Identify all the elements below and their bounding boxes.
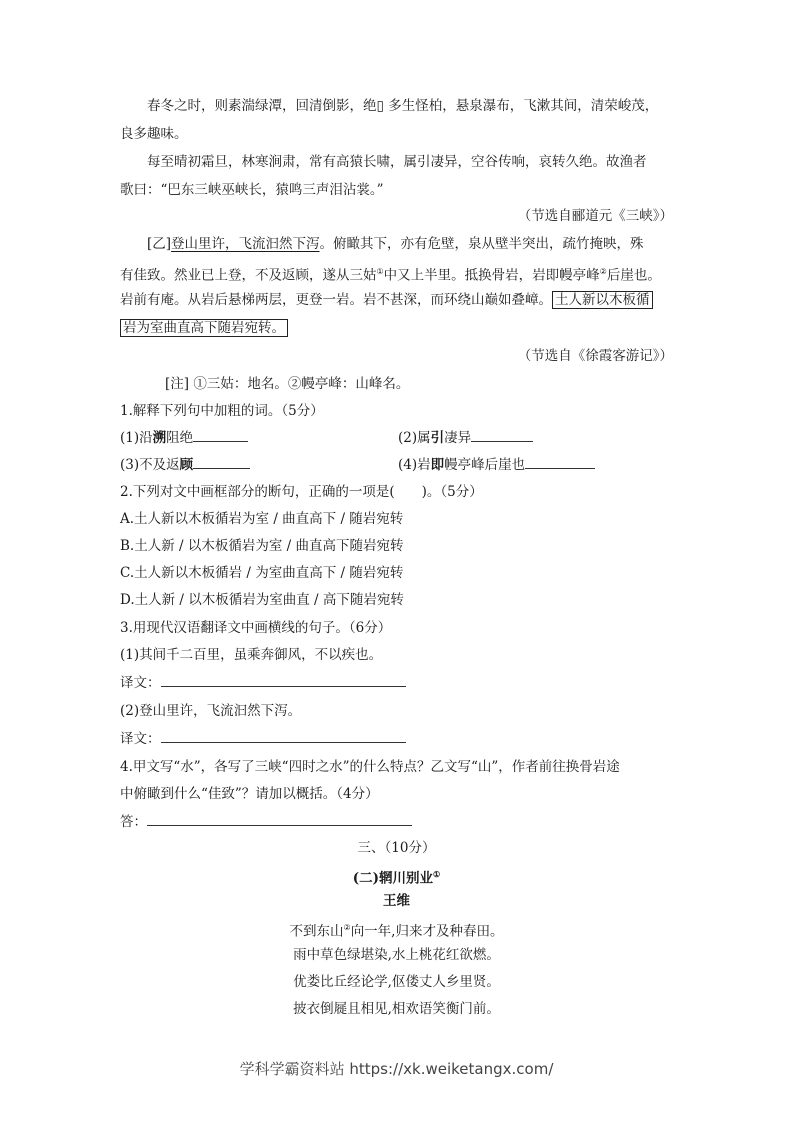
text: 春冬之时，则素湍绿潭，回清倒影，绝 (147, 98, 377, 114)
passage-b-source: （节选自《徐霞客游记》） (517, 348, 673, 364)
text: 中又上半里。抵换骨岩，岩即幔亭峰 (383, 267, 600, 284)
q2-title: 2.下列对文中画框部分的断句，正确的一项是( )。（5分） (120, 484, 483, 500)
q1-item-2 (398, 424, 533, 452)
footnote-mark: ① (433, 869, 441, 879)
passage-label: [乙] (147, 236, 172, 252)
q3-answer-1 (120, 669, 406, 697)
bold-word: 顾 (179, 457, 194, 473)
passage-b-note: [注] ①三姑：地名。②幔亭峰：山峰名。 (165, 376, 410, 392)
text: 后崖也。 (606, 267, 661, 284)
answer-blank[interactable] (471, 427, 533, 442)
text: 多生怪柏，悬泉瀑布，飞漱其间，清荣峻茂， (383, 98, 659, 114)
bold-word: 引 (430, 430, 445, 446)
text: (1)沿 (120, 430, 153, 446)
answer-line[interactable] (147, 811, 412, 826)
passage-b-line1 (120, 230, 644, 258)
q1-item-4 (398, 451, 595, 479)
q1-title: 1.解释下列句中加粗的词。（5分） (120, 403, 324, 419)
answer-label: 译文： (120, 675, 161, 691)
footnote-mark: ② (599, 267, 607, 276)
passage-b-line2 (120, 258, 661, 290)
passage-b-line4 (120, 314, 288, 342)
passage-a-para1-line2: 良多趣味。 (120, 126, 188, 142)
text: 幔亭峰后崖也 (444, 457, 526, 473)
passage-a-para1-line1 (120, 92, 658, 120)
text: 凄异 (444, 430, 472, 446)
footnote-mark: ① (376, 267, 384, 276)
text: 岩前有庵。从岩后悬梯两层，更登一岩。岩不甚深，而环绕山巅如叠嶂。 (120, 292, 552, 308)
text: (二)辋川别业 (352, 870, 434, 887)
answer-blank[interactable] (193, 454, 250, 469)
passage-a-para2-line1: 每至晴初霜旦，林寒涧肃，常有高猿长啸，属引凄异，空谷传响，哀转久绝。故渔者 (147, 154, 647, 170)
q1-item-3 (120, 451, 250, 479)
footer-watermark: 学科学霸资料站 https://xk.weiketangx.com/ (239, 1060, 554, 1078)
answer-label: 答： (120, 814, 147, 830)
q4-answer (120, 808, 412, 836)
q4-line1: 4.甲文写“水”，各写了三峡“四时之水”的什么特点？乙文写“山”，作者前往换骨岩途 (120, 759, 620, 775)
q2-option-d[interactable]: D.土人新 / 以木板循岩为室曲直 / 高下随岩宛转 (120, 592, 404, 608)
answer-blank[interactable] (193, 427, 248, 442)
poem-author: 王维 (383, 893, 410, 909)
answer-line[interactable] (161, 728, 406, 743)
bold-word: 溯 (152, 430, 167, 446)
text: (4)岩 (398, 457, 431, 473)
answer-blank[interactable] (525, 454, 595, 469)
answer-line[interactable] (161, 672, 406, 687)
passage-a-para2-line2: 歌曰：“巴东三峡巫峡长，猿鸣三声泪沾裳。” (120, 182, 384, 198)
q2-option-b[interactable]: B.土人新 / 以木板循岩为室 / 曲直高下随岩宛转 (120, 538, 404, 554)
poem-line-3: 优娄比丘经论学,伛偻丈人乡里贤。 (293, 974, 500, 990)
q4-line2: 中俯瞰到什么“佳致”？请加以概括。（4分） (120, 786, 379, 802)
text: 阻绝 (166, 430, 194, 446)
q3-answer-2 (120, 725, 406, 753)
answer-label: 译文： (120, 731, 161, 747)
missing-glyph: ▯ (376, 98, 384, 114)
bold-word: 即 (430, 457, 445, 473)
poem-line-2: 雨中草色绿堪染,水上桃花红欲燃。 (293, 947, 500, 963)
boxed-sentence-part2: 岩为室曲直高下随岩宛转。 (120, 319, 288, 337)
underlined-sentence: 登山里许，飞流汩然下泻 (171, 236, 320, 252)
text: 向一年,归来才及种春田。 (350, 923, 504, 940)
q2-option-a[interactable]: A.土人新以木板循岩为室 / 曲直高下 / 随岩宛转 (120, 511, 404, 527)
text: 有佳致。然业已上登，不及返顾，遂从三姑 (120, 267, 377, 284)
poem-line-4: 披衣倒屣且相见,相欢语笑衡门前。 (293, 1001, 500, 1017)
text: 不到东山 (289, 923, 344, 940)
q3-title: 3.用现代汉语翻译文中画横线的句子。（6分） (120, 620, 392, 636)
text: (3)不及返 (120, 457, 180, 473)
q2-option-c[interactable]: C.土人新以木板循岩 / 为室曲直高下 / 随岩宛转 (120, 565, 404, 581)
passage-b-line3 (120, 286, 653, 314)
section-heading: 三、（10分） (357, 840, 436, 856)
passage-a-source: （节选自郦道元《三峡》） (517, 208, 673, 224)
footnote-mark: ② (343, 923, 351, 932)
q1-item-1 (120, 424, 248, 452)
q3-sentence-1: (1)其间千二百里，虽乘奔御风，不以疾也。 (120, 647, 383, 663)
text: (2)属 (398, 430, 431, 446)
boxed-sentence-part1: 土人新以木板循 (552, 291, 653, 309)
q3-sentence-2: (2)登山里许，飞流汩然下泻。 (120, 703, 302, 719)
text: 。俯瞰其下，亦有危壁，泉从壁半突出，疏竹掩映，殊 (319, 236, 644, 252)
